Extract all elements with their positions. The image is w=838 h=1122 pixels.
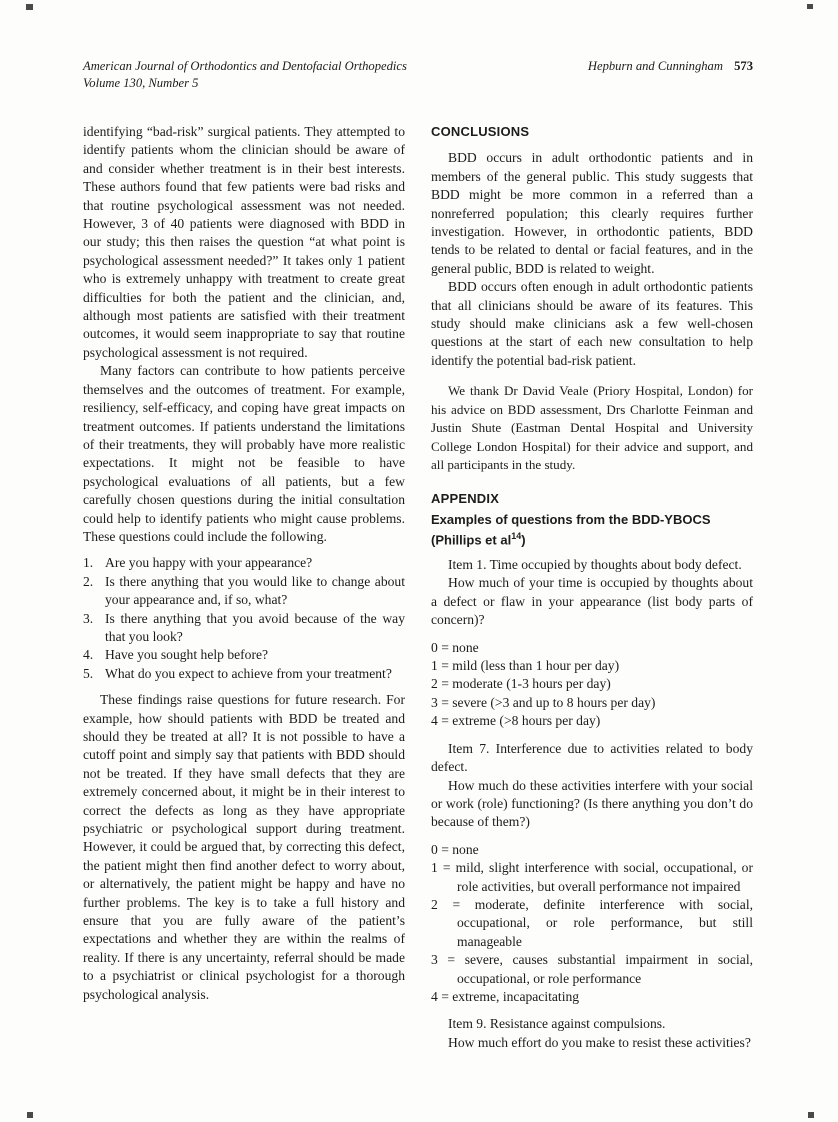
conclusions-section — [431, 123, 753, 370]
acknowledgment-paragraph: We thank Dr David Veale (Priory Hospital, London) for his advice on BDD assessment, Drs Charlotte Feinman and Justin Shute (Eastman Dental Hospital and University College London Hospital) for their advice and support, and all participants in the study. — [431, 383, 753, 472]
appendix-heading: APPENDIX — [431, 491, 500, 507]
question-text: Is there anything that you would like to change about your appearance and, if so, what? — [105, 573, 405, 608]
scale-option: 0 = none — [431, 639, 479, 655]
appendix-subheading-close: ) — [521, 532, 526, 548]
paragraph-continuation: identifying “bad-risk” surgical patients. They attempted to identify patients whom the clinician should be aware of and consider whether treatment is in their best interests. These authors found that few patients were bad risks and that routine psychological assessment was not needed. However, 3 of 40 patients were diagnosed with BDD in our study; this then raises the question “at what point is psychological assessment needed?” It takes only 1 patient who is extremely unhappy with treatment to create great difficulties for both the patient and the clinician, and, although most patients are satisfied with their treatment outcomes, it would seem inappropriate to say that routine psychological assessment is not required. — [83, 124, 405, 360]
item1-intro: Item 1. Time occupied by thoughts about body defect. — [448, 557, 742, 573]
conclusions-paragraph-2: BDD occurs often enough in adult orthodontic patients that all clinicians should be aware of its features. This study should make clinicians ask a few well-chosen questions at the start of each new consultation to help identify the potential bad-risk patient. — [431, 279, 753, 368]
item9-intro: Item 9. Resistance against compulsions. — [448, 1016, 666, 1032]
journal-identification — [83, 58, 407, 91]
right-column — [431, 123, 753, 1052]
item7-intro: Item 7. Interference due to activities related to body defect. — [431, 740, 753, 775]
item7-rating-scale — [431, 841, 753, 1007]
conclusions-heading: CONCLUSIONS — [431, 124, 530, 139]
question-item — [83, 554, 405, 572]
question-number: 3. — [83, 610, 94, 626]
running-authors: Hepburn and Cunningham — [587, 59, 723, 73]
item1-question: How much of your time is occupied by thoughts about a defect or flaw in your appearance (list body parts of concern)? — [431, 575, 753, 628]
question-number: 5. — [83, 665, 94, 681]
appendix-section — [431, 490, 753, 1052]
question-item — [83, 646, 405, 664]
question-number: 4. — [83, 647, 94, 663]
running-head-right — [588, 58, 753, 75]
reference-superscript: 14 — [511, 531, 522, 542]
conclusions-paragraph-1: BDD occurs in adult orthodontic patients and in members of the general public. This study suggests that BDD might be more common in a referred than a nonreferred population; this clearly requires further investigation. However, in orthodontic patients, BDD tends to be related to dental or facial features, and in the general public, BDD is related to weight. — [431, 150, 753, 276]
screening-question-list — [83, 554, 405, 683]
scale-option: 0 = none — [431, 841, 479, 857]
appendix-subheading — [431, 511, 753, 549]
question-item — [83, 573, 405, 610]
item7-question: How much do these activities interfere with your social or work (role) functioning? (Is there anything you don’t do because of them?) — [431, 777, 753, 830]
question-text: Is there anything that you avoid because of the way that you look? — [105, 610, 405, 644]
question-number: 2. — [83, 573, 94, 589]
item1-rating-scale — [431, 639, 753, 731]
scale-option: 2 = moderate (1-3 hours per day) — [431, 676, 611, 692]
journal-name: American Journal of Orthodontics and Dentofacial Orthopedics — [83, 59, 407, 73]
scale-option: 4 = extreme (>8 hours per day) — [431, 713, 601, 729]
question-number: 1. — [83, 555, 94, 571]
question-text: Have you sought help before? — [105, 647, 269, 663]
left-column — [83, 123, 405, 1052]
question-text: Are you happy with your appearance? — [105, 555, 313, 571]
scan-artifact — [27, 1112, 33, 1118]
scale-option: 3 = severe, causes substantial impairment in social, occupational, or role performance — [431, 952, 753, 986]
scale-option: 1 = mild, slight interference with social, occupational, or role activities, but overall performance not impaired — [431, 860, 753, 894]
appendix-subheading-line1: Examples of questions from the BDD-YBOCS — [431, 511, 711, 527]
page-number: 573 — [734, 59, 753, 73]
paragraph-findings: These findings raise questions for future research. For example, how should patients with BDD be treated and should they be treated at all? It is not possible to have a cutoff point and simply say that patients with BDD should not be treated. If they have small defects that they are extremely concerned about, it might be in their interest to correct the defects as long as they have appropriate psychiatric or psychological support during treatment. However, it could be argued that, by correcting this defect, the patient might then find another defect to worry about, or alternatively, the patient might be happy and have no further problems. The key is to take a full history and ensure that you are fully aware of the patient’s expectations and whether they are within the realms of reality. If there is any uncertainty, referral should be made to a psychiatrist or clinical psychologist for a thorough psychological analysis. — [83, 692, 405, 1002]
item9-question: How much effort do you make to resist these activities? — [448, 1034, 751, 1050]
scan-artifact — [808, 1112, 814, 1118]
scale-option: 1 = mild (less than 1 hour per day) — [431, 658, 620, 674]
scale-option: 2 = moderate, definite interference with social, occupational, or role performance, but still manageable — [431, 896, 753, 949]
question-item — [83, 610, 405, 647]
scale-option: 4 = extreme, incapacitating — [431, 988, 580, 1004]
scan-artifact — [807, 4, 813, 9]
scan-artifact — [26, 4, 33, 10]
running-header — [83, 58, 753, 91]
scale-option: 3 = severe (>3 and up to 8 hours per day) — [431, 694, 656, 710]
paragraph-factors: Many factors can contribute to how patients perceive themselves and the outcomes of treatment. For example, resiliency, self-efficacy, and coping have great impacts on treatment outcomes. If patients understand the limitations of their treatments, they will probably have more realistic expectations. It might not be feasible to have psychological evaluations of all patients, but a few carefully chosen questions during the initial consultation could help to identify patients who might cause problems. These questions could include the following. — [83, 363, 405, 544]
question-text: What do you expect to achieve from your treatment? — [105, 665, 392, 681]
journal-volume-line: Volume 130, Number 5 — [83, 75, 199, 90]
question-item — [83, 665, 405, 683]
two-column-body — [83, 123, 753, 1052]
appendix-subheading-line2: (Phillips et al — [431, 532, 512, 548]
